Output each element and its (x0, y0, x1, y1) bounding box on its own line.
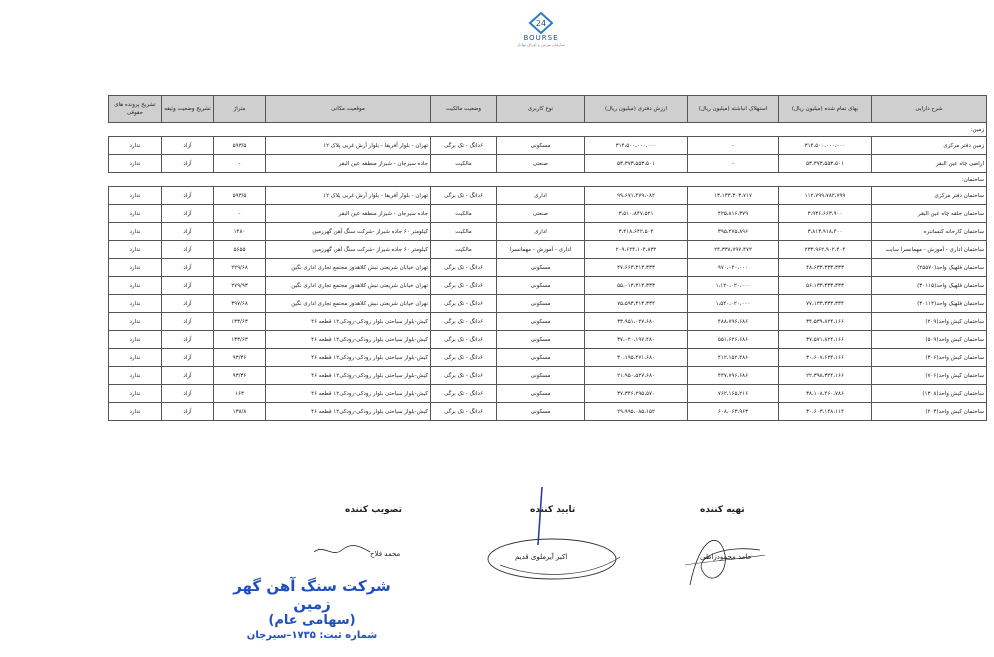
column-header: موقعیت مکانی (266, 96, 431, 123)
stamp-company-name: شرکت سنگ آهن گهر زمین (233, 577, 391, 613)
table-cell: ۳۷،۳۴۶،۲۹۵،۵۷۰ (585, 385, 688, 403)
table-cell: ۳۷،۵۷۱،۸۲۴،۱۶۶ (779, 331, 872, 349)
logo-subtext: سازمان بورس و اوراق بهادار (516, 42, 565, 47)
table-cell: ندارد (109, 259, 162, 277)
table-cell: اداری (497, 223, 585, 241)
table-cell: ۶دانگ - تک برگی (431, 187, 497, 205)
table-cell: ۷۷،۱۳۳،۳۳۳،۳۳۴ (779, 295, 872, 313)
table-cell: ساختمان کیش واحد(۱۳۰۸) (872, 385, 987, 403)
table-cell: ۲۷۹/۹۳ (214, 277, 266, 295)
table-cell: ۳۸،۱۰۸،۴۶۰،۷۸۶ (779, 385, 872, 403)
table-cell: مسکونی (497, 349, 585, 367)
logo-text: BOURSE (523, 34, 559, 42)
table-cell: ۳،۴۱۸،۶۴۲،۵۰۴ (585, 223, 688, 241)
table-cell: ۴۸،۶۳۳،۳۳۳،۳۳۳ (779, 259, 872, 277)
table-cell: کیش-بلوار سیاحتی بلوار رودکی-رودکی۱۲ قطعه ۴۶ (266, 385, 431, 403)
table-row (109, 137, 987, 155)
column-header: استهلاک انباشته (میلیون ریال) (688, 96, 779, 123)
table-cell: تهران - بلوار آفریقا - بلوار آرش غربی پلاک ۱۲ (266, 187, 431, 205)
table-cell: ندارد (109, 187, 162, 205)
table-cell: اداری (497, 187, 585, 205)
table-body (109, 123, 987, 421)
column-header: نوع کاربری (497, 96, 585, 123)
table-cell: ندارد (109, 205, 162, 223)
column-header: متراژ (214, 96, 266, 123)
table-cell: ۳،۸۱۳،۹۱۸،۴۰۰ (779, 223, 872, 241)
table-cell: ۷۶۲،۱۶۵،۲۱۶ (688, 385, 779, 403)
table-cell: ۵۹۳/۵ (214, 137, 266, 155)
table-cell: ندارد (109, 137, 162, 155)
table-cell: ۱۱۲،۷۹۹،۷۸۲،۷۹۹ (779, 187, 872, 205)
table-cell: مسکونی (497, 137, 585, 155)
table-cell: اراضی چاه عین البقر (872, 155, 987, 173)
table-cell: ۵۳،۳۷۳،۵۵۳،۵۰۱ (585, 155, 688, 173)
table-cell: ۲۲۹/۶۸ (214, 259, 266, 277)
table-cell: - (688, 155, 779, 173)
table-cell: آزاد (162, 277, 214, 295)
table-cell: آزاد (162, 259, 214, 277)
column-header: وضعیت مالکیت (431, 96, 497, 123)
table-cell: صنعتی (497, 205, 585, 223)
table-header-row (109, 96, 987, 123)
table-row (109, 349, 987, 367)
table-cell: ۱،۵۴۰،۰۲۰،۰۰۰ (688, 295, 779, 313)
table-cell: ساختمان کیش واحد(۲۰۳) (872, 403, 987, 421)
table-cell: جاده سیرجان - شیراز منطقه عین البقر (266, 205, 431, 223)
stamp-registration: شماره ثبت: ۱۷۳۵–سیرجان (246, 630, 378, 641)
table-cell: ساختمان فلهیک واحد(۳۰۱۱۵) (872, 277, 987, 295)
section-header-row (109, 123, 987, 137)
table-cell: ۲۰۹،۶۲۴،۱۰۴،۸۳۲ (585, 241, 688, 259)
verifier-label: تایید کننده (530, 505, 576, 515)
table-cell: ندارد (109, 241, 162, 259)
table-cell: ساختمان فلهیک واحد(۳۰۱۱۴) (872, 295, 987, 313)
table-cell: ۶دانگ - تک برگی (431, 313, 497, 331)
table-cell: ۵۵۱،۶۲۶،۶۸۶ (688, 331, 779, 349)
table-cell: ۱۳۸/۸ (214, 403, 266, 421)
table-cell: مالکیت (431, 223, 497, 241)
table-cell: تهران خیابان شریعتی نبش کلاهدوز مجتمع تجاری اداری نگین (266, 259, 431, 277)
table-cell: ۲۴،۳۳۸،۷۹۷،۴۷۲ (688, 241, 779, 259)
table-row (109, 259, 987, 277)
table-cell: ۶دانگ - تک برگی (431, 259, 497, 277)
table-cell: ۹۳/۳۶ (214, 367, 266, 385)
table-cell: ۲۲،۳۹۸،۳۲۴،۱۶۶ (779, 367, 872, 385)
table-cell: ۶دانگ - تک برگی (431, 295, 497, 313)
table-cell: ندارد (109, 349, 162, 367)
table-cell: ساختمان حلقه چاه عین البقر (872, 205, 987, 223)
table-cell: ۱۴۸۰ (214, 223, 266, 241)
table-cell: کیش-بلوار سیاحتی بلوار رودکی-رودکی۱۲ قطعه ۴۶ (266, 349, 431, 367)
table-cell: آزاد (162, 367, 214, 385)
table-cell: آزاد (162, 349, 214, 367)
table-cell: ۱۳۳/۶۳ (214, 313, 266, 331)
table-cell: ۵۹۳/۵ (214, 187, 266, 205)
table-cell: ساختمان دفتر مرکزی (872, 187, 987, 205)
table-cell: ساختمان کیش واحد(۷۰۶) (872, 367, 987, 385)
table-cell: ۱۳،۱۳۳،۳۰۳،۷۱۷ (688, 187, 779, 205)
assets-table (108, 95, 987, 421)
approver-signature-scribble (312, 542, 372, 560)
table-cell: کیلومتر ۶۰ جاده شیراز -شرکت سنگ آهن گهرزمین (266, 223, 431, 241)
table-cell: ۶دانگ - تک برگی (431, 367, 497, 385)
table-cell: - (214, 205, 266, 223)
bourse-logo-icon (528, 12, 554, 34)
table-cell: ۱۳۳/۶۳ (214, 331, 266, 349)
section-header-row (109, 173, 987, 187)
table-cell: ۳۱۴،۵۰۰،۰۰۰،۰۰۰ (779, 137, 872, 155)
table-cell: آزاد (162, 187, 214, 205)
approver-label: تصویب کننده (345, 505, 403, 515)
table-cell: ۲۱،۹۵۰،۵۲۷،۶۸۰ (585, 367, 688, 385)
table-row (109, 187, 987, 205)
table-cell: ۳۳،۹۵۱،۰۲۷،۶۸۰ (585, 313, 688, 331)
table-row (109, 155, 987, 173)
table-row (109, 385, 987, 403)
table-cell: مسکونی (497, 385, 585, 403)
bourse-logo (516, 12, 566, 52)
table-row (109, 331, 987, 349)
table-cell: ۴۷،۶۶۳،۳۱۳،۳۳۳ (585, 259, 688, 277)
table-cell: ۴۲۵،۸۱۶،۳۷۹ (688, 205, 779, 223)
column-header: ارزش دفتری (میلیون ریال) (585, 96, 688, 123)
stamp-company-type: (سهامی عام) (268, 613, 356, 628)
table-cell: آزاد (162, 223, 214, 241)
table-cell: مالکیت (431, 155, 497, 173)
table-cell: ساختمان فلهیک واحد(۲۵۵۷۰) (872, 259, 987, 277)
table-cell: ندارد (109, 223, 162, 241)
table-cell: ندارد (109, 313, 162, 331)
table-cell: مسکونی (497, 313, 585, 331)
table-row (109, 205, 987, 223)
verifier-signature-scribble (480, 485, 630, 585)
table-cell: ۵۶،۱۳۳،۳۳۳،۳۳۳ (779, 277, 872, 295)
table-cell: کیش-بلوار سیاحتی بلوار رودکی-رودکی۱۲ قطعه ۴۶ (266, 331, 431, 349)
table-cell: جاده سیرجان - شیراز منطقه عین البقر (266, 155, 431, 173)
table-cell: کیش-بلوار سیاحتی بلوار رودکی-رودکی۱۲ قطعه ۴۶ (266, 403, 431, 421)
table-row (109, 403, 987, 421)
table-cell: ۳،۵۱۰،۸۴۷،۵۲۱ (585, 205, 688, 223)
table-cell: صنعتی (497, 155, 585, 173)
table-cell: مسکونی (497, 295, 585, 313)
table-cell: مسکونی (497, 403, 585, 421)
table-row (109, 241, 987, 259)
table-cell: ۷۵،۵۹۳،۳۱۳،۳۳۴ (585, 295, 688, 313)
table-cell: آزاد (162, 155, 214, 173)
table-cell: ۵۳،۳۷۳،۵۵۳،۵۰۱ (779, 155, 872, 173)
table-row (109, 295, 987, 313)
table-cell: آزاد (162, 403, 214, 421)
section-title: ساختمان: (109, 173, 987, 187)
table-cell: مسکونی (497, 277, 585, 295)
table-cell: ندارد (109, 295, 162, 313)
table-cell: ندارد (109, 385, 162, 403)
table-cell: آزاد (162, 295, 214, 313)
table-cell: ۶۰۸،۰۶۳،۹۶۳ (688, 403, 779, 421)
table-row (109, 313, 987, 331)
table-cell: - (214, 155, 266, 173)
table-cell: آزاد (162, 241, 214, 259)
table-cell: ۳۴،۵۳۹،۸۲۴،۱۶۶ (779, 313, 872, 331)
table-cell: ندارد (109, 331, 162, 349)
table-cell: مالکیت (431, 205, 497, 223)
table-cell: آزاد (162, 385, 214, 403)
table-cell: ۲۳۳،۹۶۲،۹۰۲،۴۰۴ (779, 241, 872, 259)
table-cell: مسکونی (497, 259, 585, 277)
table-cell: ۹۹،۶۷۱،۴۷۹،۰۸۲ (585, 187, 688, 205)
table-cell: ۵۶۵۵ (214, 241, 266, 259)
table-cell: ۳۱۴،۵۰۰،۰۰۰،۰۰۰ (585, 137, 688, 155)
table-cell: ۳۷،۰۲۰،۱۹۷،۴۸۰ (585, 331, 688, 349)
table-cell: آزاد (162, 205, 214, 223)
table-cell: مالکیت (431, 241, 497, 259)
table-cell: ۹۷۰،۰۲۰،۰۰۰ (688, 259, 779, 277)
column-header: تشریح وضعیت وثیقه (162, 96, 214, 123)
table-cell: آزاد (162, 331, 214, 349)
table-row (109, 223, 987, 241)
column-header: تشریح پرونده های حقوقی (109, 96, 162, 123)
table-cell: ۳۰،۶۰۳،۱۴۸،۱۱۴ (779, 403, 872, 421)
table-cell: ۱،۱۲۰،۰۲۰،۰۰۰ (688, 277, 779, 295)
table-cell: - (688, 137, 779, 155)
approver-name: محمد فلاح (370, 550, 401, 558)
company-stamp (212, 577, 412, 643)
table-cell: کیلومتر ۶۰ جاده شیراز -شرکت سنگ آهن گهرزمین (266, 241, 431, 259)
table-cell: ۶دانگ - تک برگی (431, 403, 497, 421)
table-cell: ۶دانگ - تک برگی (431, 349, 497, 367)
table-cell: تهران - بلوار آفریقا - بلوار آرش غربی پلاک ۱۲ (266, 137, 431, 155)
table-cell: ۳،۹۳۶،۶۶۳،۹۰۰ (779, 205, 872, 223)
table-cell: ۳۹۷/۶۸ (214, 295, 266, 313)
table-cell: مسکونی (497, 367, 585, 385)
table-cell: ۱۶۳ (214, 385, 266, 403)
table-cell: ساختمان اداری - آموزش - مهمانسرا سایت (872, 241, 987, 259)
table-cell: ندارد (109, 403, 162, 421)
table-cell: ندارد (109, 367, 162, 385)
column-header: بهای تمام شده (میلیون ریال) (779, 96, 872, 123)
table-cell: ۶دانگ - تک برگی (431, 385, 497, 403)
preparer-signature-scribble (680, 525, 770, 595)
table-cell: ۲۹،۹۹۵،۰۸۵،۱۵۲ (585, 403, 688, 421)
verifier-name: اکبر آیرملوی قدیم (515, 553, 568, 561)
table-cell: ۴۱۲،۱۵۲،۴۸۶ (688, 349, 779, 367)
table-cell: اداری - آموزش - مهمانسرا (497, 241, 585, 259)
preparer-name: حامد محمودزاطی (700, 553, 752, 561)
table-cell: ۶دانگ - تک برگی (431, 277, 497, 295)
table-cell: ساختمان کیش واحد(۳۰۶) (872, 349, 987, 367)
table-cell: ۴۸۸،۷۹۶،۶۸۶ (688, 313, 779, 331)
table-cell: ندارد (109, 155, 162, 173)
table-cell: تهران خیابان شریعتی نبش کلاهدوز مجتمع تجاری اداری نگین (266, 295, 431, 313)
table-cell: کیش-بلوار سیاحتی بلوار رودکی-رودکی۱۲ قطعه ۴۶ (266, 367, 431, 385)
table-cell: مسکونی (497, 331, 585, 349)
table-cell: ۹۳/۳۶ (214, 349, 266, 367)
table-cell: ندارد (109, 277, 162, 295)
table-cell: ۳۰،۶۰۷،۶۲۴،۱۶۶ (779, 349, 872, 367)
table-cell: آزاد (162, 313, 214, 331)
table-cell: کیش-بلوار سیاحتی بلوار رودکی-رودکی۱۲ قطعه ۴۶ (266, 313, 431, 331)
column-header: شرح دارایی (872, 96, 987, 123)
table-cell: تهران خیابان شریعتی نبش کلاهدوز مجتمع تجاری اداری نگین (266, 277, 431, 295)
table-cell: ساختمان کیش واحد(۲۰۹) (872, 313, 987, 331)
table-cell: آزاد (162, 137, 214, 155)
table-cell: ۳۹۵،۲۷۵،۸۹۶ (688, 223, 779, 241)
table-cell: ۳۰،۱۹۵،۴۷۱،۶۸۰ (585, 349, 688, 367)
table-row (109, 277, 987, 295)
table-cell: ۶دانگ - تک برگی (431, 331, 497, 349)
table-cell: ساختمان کارخانه کنسانتره (872, 223, 987, 241)
table-cell: ۴۴۷،۷۹۶،۶۸۶ (688, 367, 779, 385)
table-cell: ۶دانگ - تک برگی (431, 137, 497, 155)
table-cell: زمین دفتر مرکزی (872, 137, 987, 155)
table-row (109, 367, 987, 385)
table-cell: ۵۵،۰۱۳،۳۱۳،۳۳۳ (585, 277, 688, 295)
svg-text:24: 24 (535, 19, 547, 28)
table-cell: ساختمان کیش واحد(۵۰۹) (872, 331, 987, 349)
section-title: زمین: (109, 123, 987, 137)
preparer-label: تهیه کننده (700, 505, 745, 515)
